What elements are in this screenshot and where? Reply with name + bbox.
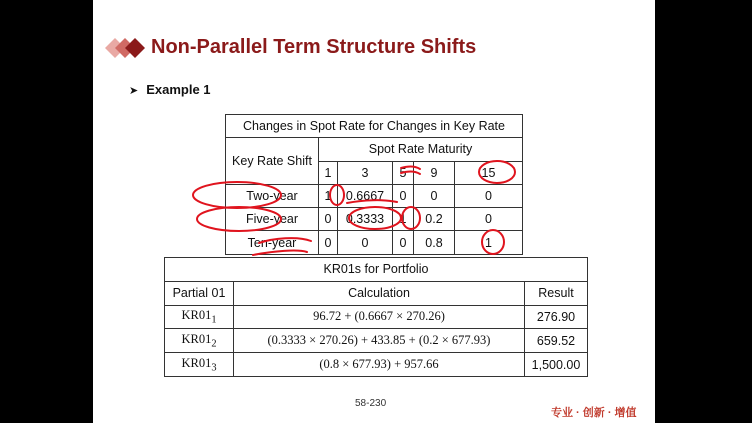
calculation-cell: 96.72 + (0.6667 × 270.26): [234, 305, 525, 329]
key-rate-shift-header: Key Rate Shift: [226, 138, 319, 185]
row-label: Two-year: [226, 184, 319, 207]
result-cell: 276.90: [525, 305, 588, 329]
diamond-logo-icon: [105, 36, 149, 60]
row-label: Five-year: [226, 208, 319, 231]
table-cell: 1: [319, 184, 338, 207]
table-row: [226, 184, 523, 207]
spot-rate-maturity-header: Spot Rate Maturity: [319, 138, 523, 161]
maturity-header-cell: 1: [319, 161, 338, 184]
table-cell: 0: [414, 184, 455, 207]
table-cell: 0: [455, 208, 523, 231]
row-label: $KR01_2$: [165, 329, 234, 353]
maturity-header-cell: 15: [455, 161, 523, 184]
row-label: Ten-year: [226, 231, 319, 254]
table-cell: 0.3333: [338, 208, 393, 231]
calculation-cell: (0.8 × 677.93) + 957.66: [234, 353, 525, 377]
key-rate-table: [225, 114, 523, 255]
table-cell: 1: [393, 208, 414, 231]
table-row: [165, 353, 588, 377]
table-row: [226, 231, 523, 254]
table-row: [165, 329, 588, 353]
kr01-table: [164, 257, 588, 377]
maturity-header-cell: 5: [393, 161, 414, 184]
page-number: 58-230: [355, 398, 387, 409]
table-row: [226, 208, 523, 231]
row-label: $KR01_1$: [165, 305, 234, 329]
column-header: Calculation: [234, 281, 525, 305]
row-label: $KR01_3$: [165, 353, 234, 377]
result-cell: 1,500.00: [525, 353, 588, 377]
table-cell: 0: [393, 184, 414, 207]
slide: [93, 0, 655, 423]
table-cell: 0: [455, 184, 523, 207]
table-cell: 0: [319, 231, 338, 254]
table-cell: 0: [319, 208, 338, 231]
table-row: [165, 305, 588, 329]
table-cell: 0.6667: [338, 184, 393, 207]
table-cell: 0: [338, 231, 393, 254]
calculation-cell: (0.3333 × 270.26) + 433.85 + (0.2 × 677.93): [234, 329, 525, 353]
result-cell: 659.52: [525, 329, 588, 353]
key-rate-table-caption: Changes in Spot Rate for Changes in Key Rate: [226, 115, 523, 138]
table-cell: 0.8: [414, 231, 455, 254]
arrow-bullet-icon: ➤: [129, 85, 139, 97]
maturity-header-cell: 3: [338, 161, 393, 184]
kr01-table-caption: KR01s for Portfolio: [165, 258, 588, 282]
brand-slogan: 专业 · 创新 · 增值: [551, 407, 637, 419]
column-header: Partial 01: [165, 281, 234, 305]
bullet-item: [129, 82, 211, 97]
maturity-header-cell: 9: [414, 161, 455, 184]
slide-title: Non-Parallel Term Structure Shifts: [151, 36, 477, 58]
table-cell: 1: [455, 231, 523, 254]
table-cell: 0: [393, 231, 414, 254]
bullet-text: Example 1: [146, 82, 211, 97]
column-header: Result: [525, 281, 588, 305]
table-cell: 0.2: [414, 208, 455, 231]
